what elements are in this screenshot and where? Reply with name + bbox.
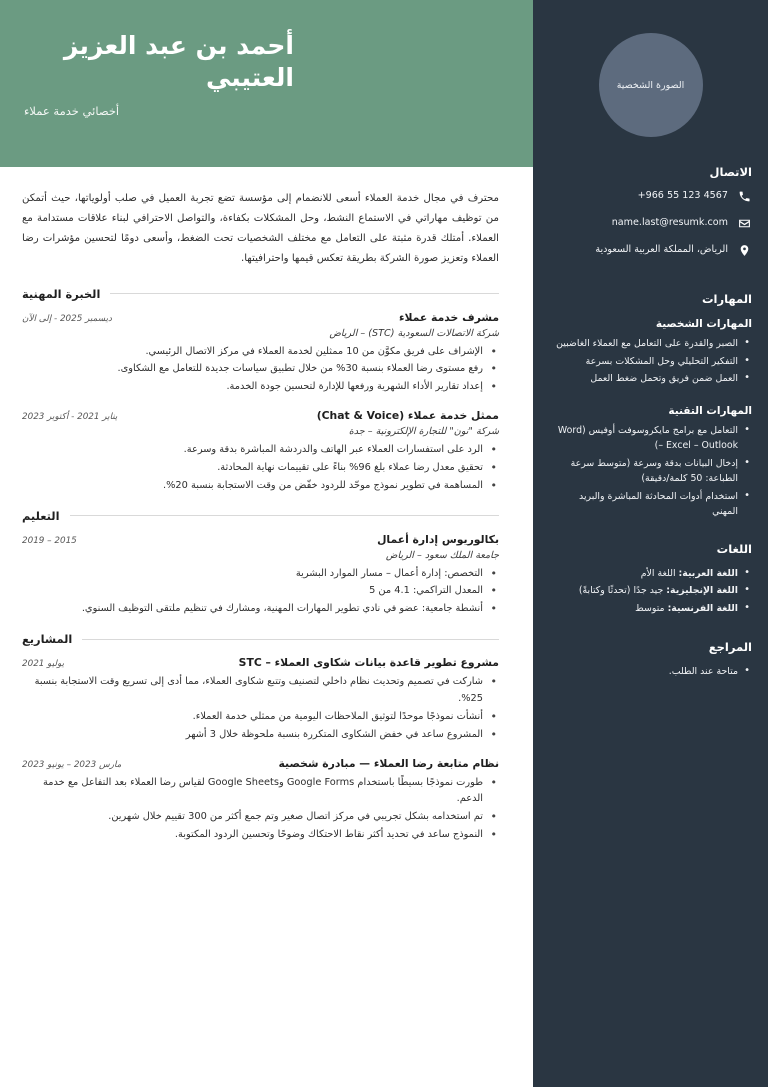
list-item: • المشروع ساعد في خفض الشكاوى المتكررة بنسبة ملحوظة خلال 3 أشهر xyxy=(22,727,499,744)
entry-bullets xyxy=(22,442,499,495)
section-projects xyxy=(22,632,499,844)
language-value: اللغة الأم xyxy=(640,567,676,579)
header-banner xyxy=(0,0,533,167)
list-item xyxy=(549,566,752,582)
section-experience xyxy=(22,287,499,495)
contact-email-value: name.last@resumk.com xyxy=(611,217,728,229)
language-label: اللغة الفرنسية: xyxy=(667,602,738,614)
technical-skills-list xyxy=(549,423,752,520)
education-entry xyxy=(22,533,499,619)
list-item: • الصبر والقدرة على التعامل مع العملاء الغاضبين xyxy=(549,336,752,352)
list-item: • التعامل مع برامج مايكروسوفت أوفيس (Word – Excel – Outlook) xyxy=(549,423,752,454)
list-item: • التخصص: إدارة أعمال – مسار الموارد البشرية xyxy=(22,566,499,583)
list-item: • العمل ضمن فريق وتحمل ضغط العمل xyxy=(549,371,752,387)
list-item: • تم استخدامه بشكل تجريبي في مركز اتصال صغير وتم جمع أكثر من 300 تقييم خلال شهرين. xyxy=(22,809,499,826)
languages-heading: اللغات xyxy=(716,541,752,556)
list-item xyxy=(549,601,752,617)
references-section xyxy=(549,640,752,682)
section-header xyxy=(22,287,499,301)
section-title: الخبرة المهنية xyxy=(22,286,101,301)
list-item: • إدخال البيانات بدقة وسرعة (متوسط سرعة الطباعة: 50 كلمة/دقيقة) xyxy=(549,456,752,487)
contact-row-phone[interactable] xyxy=(549,189,752,204)
profile-photo-label: الصورة الشخصية xyxy=(616,79,685,91)
section-rule xyxy=(110,293,499,294)
entry-date: مارس 2023 – يونيو 2023 xyxy=(22,759,122,770)
job-title: أخصائي خدمة عملاء xyxy=(24,104,120,118)
contact-row-email[interactable] xyxy=(549,216,752,231)
professional-summary: محترف في مجال خدمة العملاء أسعى للانضمام إلى مؤسسة تضع تجربة العميل في صلب أولوياتها، حيث أتمكن من توظيف مهاراتي في الاستماع النشط، وحل المشكلات بكفاءة، والتواصل الاحترافي لبناء علاقات مستدامة مع العملاء. أمتلك قدرة مثبتة على التعامل مع مختلف الشخصيات تحت الضغط، وأسعى دومًا لتحسين مؤشرات رضا العملاء وتعزيز صورة الشركة بطريقة تعكس قيمها واحترافيتها. xyxy=(22,193,499,264)
phone-icon xyxy=(737,189,752,204)
section-rule xyxy=(82,639,499,640)
body-area xyxy=(0,167,533,868)
page-title: أحمد بن عبد العزيز العتيبي xyxy=(63,31,294,92)
soft-skills-list xyxy=(549,336,752,387)
list-item: • طورت نموذجًا بسيطًا باستخدام Google Forms وGoogle Sheets لقياس رضا العملاء بعد التفاعل مع خدمة الدعم. xyxy=(22,775,499,809)
list-item: • إعداد تقارير الأداء الشهرية ورفعها للإدارة لتحسين جودة الخدمة. xyxy=(22,379,499,396)
entry-date: 2015 – 2019 xyxy=(22,535,77,546)
references-heading: المراجع xyxy=(708,640,752,655)
experience-entry xyxy=(22,311,499,397)
list-item: • تحقيق معدل رضا عملاء بلغ 96% بناءً على تقييمات نهاية المحادثة. xyxy=(22,460,499,477)
sidebar xyxy=(533,0,768,1087)
entry-title: نظام متابعة رضا العملاء — مبادرة شخصية xyxy=(278,756,499,770)
language-label: اللغة الإنجليزية: xyxy=(666,585,738,597)
list-item: • أنشطة جامعية: عضو في نادي تطوير المهارات المهنية، ومشارك في تنظيم ملتقى التوظيف السنوي. xyxy=(22,601,499,618)
list-item: • التفكير التحليلي وحل المشكلات بسرعة xyxy=(549,354,752,370)
entry-header xyxy=(22,311,499,324)
section-header xyxy=(22,632,499,646)
list-item: • المساهمة في تطوير نموذج موحّد للردود خفّض من وقت الاستجابة بنسبة 20%. xyxy=(22,478,499,495)
skills-heading: المهارات xyxy=(702,292,752,306)
section-title: المشاريع xyxy=(22,632,73,647)
entry-title: مشروع تطوير قاعدة بيانات شكاوى العملاء – STC xyxy=(238,656,499,670)
entry-header xyxy=(22,409,499,422)
section-title: التعليم xyxy=(22,508,60,523)
references-list xyxy=(549,664,752,680)
entry-bullets xyxy=(22,344,499,397)
list-item: • أنشأت نموذجًا موحدًا لتوثيق الملاحظات اليومية من ممثلي خدمة العملاء. xyxy=(22,709,499,726)
skills-section xyxy=(549,292,752,522)
entry-organization: شركة "نون" للتجارة الإلكترونية – جدة xyxy=(348,426,499,438)
list-item xyxy=(549,583,752,599)
contact-heading: الاتصال xyxy=(709,165,752,179)
entry-date: يناير 2021 - أكتوبر 2023 xyxy=(22,412,118,423)
project-entry xyxy=(22,656,499,743)
profile-photo-placeholder[interactable] xyxy=(599,33,703,137)
languages-list xyxy=(549,566,752,617)
entry-date: يوليو 2021 xyxy=(22,659,65,670)
language-label: اللغة العربية: xyxy=(678,567,738,579)
entry-title: ممثل خدمة عملاء (Chat & Voice) xyxy=(316,409,499,423)
list-item: • استخدام أدوات المحادثة المباشرة والبريد المهني xyxy=(549,489,752,520)
list-item: • رفع مستوى رضا العملاء بنسبة 30% من خلال تطبيق سياسات جديدة للتعامل مع الشكاوى. xyxy=(22,361,499,378)
envelope-icon xyxy=(737,216,752,231)
list-item: • النموذج ساعد في تحديد أكثر نقاط الاحتكاك وضوحًا وتحسين الردود المكتوبة. xyxy=(22,827,499,844)
section-education xyxy=(22,509,499,619)
entry-bullets xyxy=(22,674,499,743)
section-header xyxy=(22,509,499,523)
entry-title: بكالوريوس إدارة أعمال xyxy=(377,532,499,546)
language-value: جيد جدًا (تحدثًا وكتابةً) xyxy=(578,585,664,597)
entry-bullets xyxy=(22,566,499,619)
contact-location-value: الرياض، المملكة العربية السعودية xyxy=(595,244,728,256)
language-value: متوسط xyxy=(635,602,665,614)
section-rule xyxy=(70,515,500,516)
languages-section xyxy=(549,542,752,619)
list-item: • الإشراف على فريق مكوَّن من 10 ممثلين لخدمة العملاء في مركز الاتصال الرئيسي. xyxy=(22,344,499,361)
list-item: • شاركت في تصميم وتحديث نظام داخلي لتصنيف وتتبع شكاوى العملاء، مما أدى إلى تسريع وقت الاستجابة بنسبة 25%. xyxy=(22,674,499,708)
entry-header xyxy=(22,757,499,770)
list-item: • المعدل التراكمي: 4.1 من 5 xyxy=(22,583,499,600)
experience-entry xyxy=(22,409,499,495)
entry-organization: شركة الاتصالات السعودية (STC) – الرياض xyxy=(329,327,499,339)
entry-bullets xyxy=(22,775,499,844)
entry-date: ديسمبر 2025 - إلى الآن xyxy=(22,313,112,324)
list-item: • متاحة عند الطلب. xyxy=(549,664,752,680)
entry-header xyxy=(22,533,499,546)
contact-section xyxy=(549,165,752,270)
technical-skills-subheading: المهارات التقنية xyxy=(668,404,752,417)
entry-title: مشرف خدمة عملاء xyxy=(398,310,499,324)
project-entry xyxy=(22,757,499,844)
contact-phone-value: +966 55 123 4567 xyxy=(637,190,728,202)
soft-skills-subheading: المهارات الشخصية xyxy=(655,318,752,330)
contact-row-location[interactable] xyxy=(549,243,752,258)
photo-placeholder-wrap xyxy=(549,0,752,137)
location-pin-icon xyxy=(737,243,752,258)
entry-organization: جامعة الملك سعود – الرياض xyxy=(385,549,499,561)
entry-header xyxy=(22,656,499,669)
list-item: • الرد على استفسارات العملاء عبر الهاتف والدردشة المباشرة بدقة وسرعة. xyxy=(22,442,499,459)
